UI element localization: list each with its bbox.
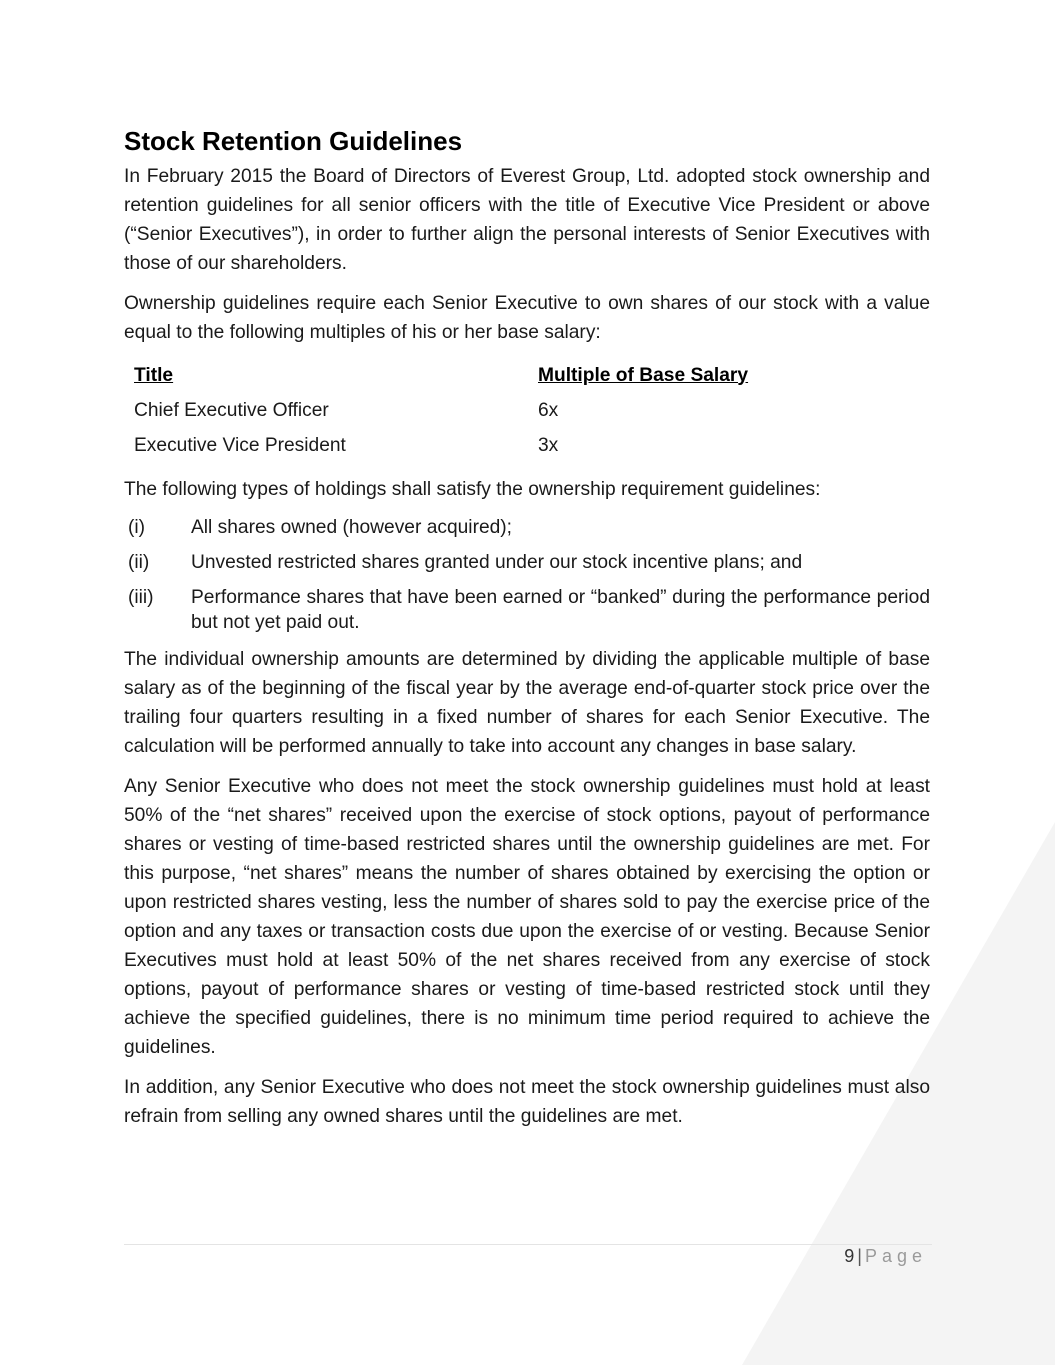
list-item-text: Unvested restricted shares granted under our stock incentive plans; and [191, 552, 803, 573]
document-page [124, 124, 930, 1142]
list-item [124, 515, 930, 540]
table-header-row [124, 358, 930, 393]
table-row [124, 393, 930, 428]
calculation-paragraph: The individual ownership amounts are determined by dividing the applicable multiple of base salary as of the beginning of the fiscal year by the average end-of-quarter stock price over the trailing four quarters resulting in a fixed number of shares for each Senior Executive. The calculation will be performed annually to take into account any changes in base salary. [124, 649, 930, 757]
intro-paragraph: In February 2015 the Board of Directors of Everest Group, Ltd. adopted stock ownership and retention guidelines for all senior officers with the title of Executive Vice President or above (“Senior Executives”), in order to further align the personal interests of Senior Executives with those of our shareholders. [124, 166, 930, 274]
section-heading: Stock Retention Guidelines [124, 126, 463, 156]
page-number: 9 [844, 1246, 855, 1266]
list-item-number: (iii) [128, 587, 154, 608]
list-item [124, 585, 930, 635]
table-cell-title: Executive Vice President [134, 434, 346, 456]
list-item [124, 550, 930, 575]
list-item-text: All shares owned (however acquired); [191, 517, 513, 538]
multiples-table [124, 358, 930, 463]
list-item-text: Performance shares that have been earned or “banked” during the performance period but not yet paid out. [191, 587, 930, 633]
net-shares-paragraph: Any Senior Executive who does not meet the stock ownership guidelines must hold at least 50% of the “net shares” received upon the exercise of stock options, payout of performance shares or vesting of time-based restricted shares until the ownership guidelines are met. For this purpose, “net shares” means the number of shares obtained by exercising the option or upon restricted shares vesting, less the number of shares sold to pay the exercise price of the option and any taxes or transaction costs due upon the exercise of or vesting. Because Senior Executives must hold at least 50% of the net shares received from any exercise of stock options, payout of performance shares or vesting of time-based restricted stock until they achieve the specified guidelines, there is no minimum time period required to achieve the guidelines. [124, 776, 930, 1058]
list-item-number: (ii) [128, 552, 150, 573]
footer-divider [124, 1244, 932, 1245]
selling-paragraph: In addition, any Senior Executive who does not meet the stock ownership guidelines must also refrain from selling any owned shares until the guidelines are met. [124, 1077, 930, 1127]
footer-separator: | [857, 1246, 862, 1266]
ownership-paragraph: Ownership guidelines require each Senior Executive to own shares of our stock with a value equal to the following multiples of his or her base salary: [124, 293, 930, 343]
holdings-list [124, 515, 930, 635]
table-header-title: Title [134, 364, 174, 386]
table-header-multiple: Multiple of Base Salary [538, 364, 749, 386]
table-row [124, 428, 930, 463]
table-cell-multiple: 6x [538, 399, 559, 421]
table-cell-multiple: 3x [538, 434, 559, 456]
table-cell-title: Chief Executive Officer [134, 399, 329, 421]
list-item-number: (i) [128, 517, 146, 538]
page-label: Page [864, 1246, 927, 1266]
page-footer [844, 1246, 927, 1267]
holdings-intro-paragraph: The following types of holdings shall satisfy the ownership requirement guidelines: [124, 479, 821, 500]
